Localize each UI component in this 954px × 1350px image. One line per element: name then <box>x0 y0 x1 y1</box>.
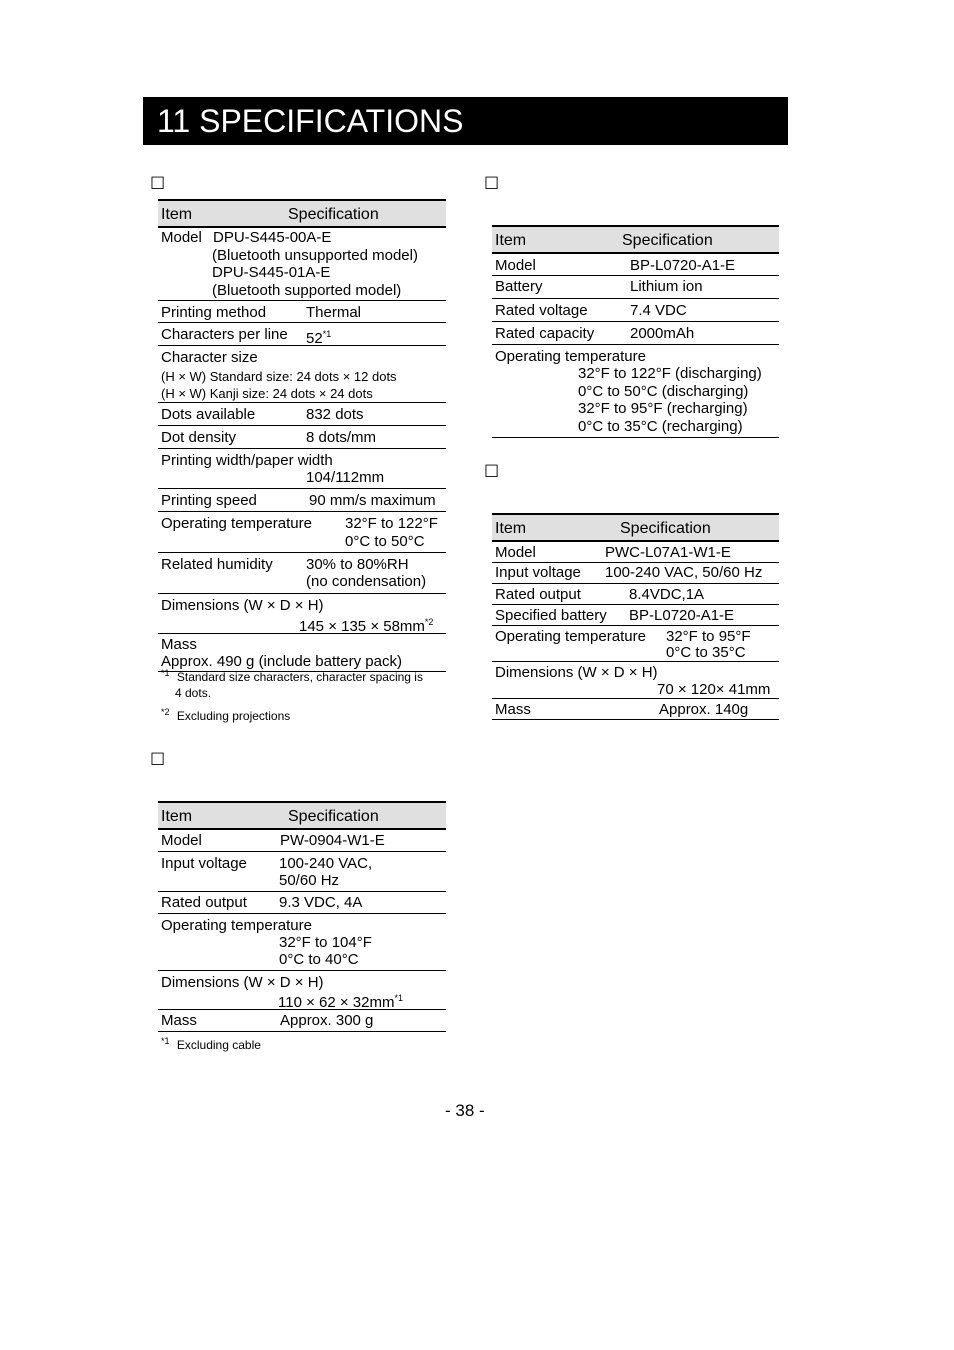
table-row <box>158 852 446 892</box>
row-label: Mass <box>161 636 197 653</box>
row-label: Character size <box>161 349 258 366</box>
header-item: Item <box>161 206 193 223</box>
row-value: PWC-L07A1-W1-E <box>605 544 731 561</box>
table-row <box>492 563 779 584</box>
table-row <box>492 699 779 720</box>
row-value: (H × W) Standard size: 24 dots × 12 dots <box>161 369 397 384</box>
table-row <box>492 626 779 662</box>
row-label: Input voltage <box>161 855 247 872</box>
row-value: BP-L0720-A1-E <box>630 257 736 274</box>
row-label: Dots available <box>161 406 256 423</box>
row-value: 100-240 VAC, 50/60 Hz <box>605 564 763 581</box>
row-value: 104/112mm <box>306 469 385 486</box>
footnote-1-continued: 4 dots. <box>175 686 212 700</box>
row-label: Specified battery <box>495 607 607 624</box>
dimensions-value: 110 × 62 × 32mm <box>278 994 395 1011</box>
table-row <box>158 426 446 449</box>
header-specification: Specification <box>288 206 379 223</box>
table-row <box>158 830 446 852</box>
row-label: Operating temperature <box>161 917 312 934</box>
row-value: 9.3 VDC, 4A <box>279 894 363 911</box>
table-header <box>492 225 779 254</box>
row-label: Dimensions (W × D × H) <box>161 974 324 991</box>
row-value: DPU-S445-00A-E <box>213 229 332 246</box>
row-value: 50/60 Hz <box>279 872 340 889</box>
charger-spec-table <box>492 513 779 720</box>
battery-spec-table <box>492 225 779 438</box>
row-label: Model <box>161 229 202 246</box>
printer-spec-table <box>158 199 446 672</box>
row-label: Model <box>495 257 536 274</box>
row-value: 70 × 120× 41mm <box>657 681 771 698</box>
table-row <box>492 542 779 563</box>
row-label: Related humidity <box>161 556 273 573</box>
row-value: (Bluetooth supported model) <box>212 282 402 299</box>
section-mark-adapter: ☐ <box>150 750 166 769</box>
cpl-value: 52 <box>306 330 323 347</box>
footnote-text: Standard size characters, character spacing is <box>176 670 423 684</box>
footnote-2 <box>161 703 290 726</box>
table-row <box>492 662 779 699</box>
table-row <box>158 892 446 914</box>
table-row <box>492 605 779 626</box>
row-label: Printing width/paper width <box>161 452 333 469</box>
row-value: 0°C to 35°C (recharging) <box>578 418 743 435</box>
table-row <box>158 1010 446 1032</box>
row-label: Rated voltage <box>495 302 588 319</box>
row-label: Printing speed <box>161 492 257 509</box>
table-row <box>158 346 446 403</box>
row-label: Characters per line <box>161 326 288 343</box>
row-label: Operating temperature <box>161 515 312 532</box>
section-mark-printer: ☐ <box>150 174 166 193</box>
row-value: 0°C to 40°C <box>279 951 359 968</box>
table-row <box>492 584 779 605</box>
row-value: 8.4VDC,1A <box>629 586 705 603</box>
row-value: 100-240 VAC, <box>279 855 373 872</box>
footnote-ref: *1 <box>322 329 332 339</box>
row-value: 0°C to 50°C (discharging) <box>578 383 749 400</box>
row-value: 2000mAh <box>630 325 695 342</box>
row-value: 32°F to 104°F <box>279 934 372 951</box>
header-specification: Specification <box>620 520 711 537</box>
table-row <box>492 322 779 345</box>
table-row <box>158 512 446 553</box>
table-row <box>158 403 446 426</box>
adapter-spec-table <box>158 801 446 1032</box>
row-value: (Bluetooth unsupported model) <box>212 247 418 264</box>
row-value: PW-0904-W1-E <box>280 832 385 849</box>
table-row <box>492 299 779 322</box>
table-row <box>158 914 446 971</box>
table-row <box>158 553 446 594</box>
row-value: 832 dots <box>306 406 364 423</box>
row-label: Operating temperature <box>495 628 646 645</box>
table-header <box>492 513 779 542</box>
row-label: Mass <box>161 1012 197 1029</box>
table-row <box>158 301 446 323</box>
footnote-mark: *2 <box>161 707 170 717</box>
row-value <box>278 990 403 1011</box>
title-bar <box>143 97 788 145</box>
row-value: 30% to 80%RH <box>306 556 409 573</box>
table-header <box>158 199 446 228</box>
table-header <box>158 801 446 830</box>
row-value: 32°F to 122°F <box>345 515 438 532</box>
table-row <box>158 971 446 1010</box>
row-label: Model <box>495 544 536 561</box>
row-value: BP-L0720-A1-E <box>629 607 735 624</box>
footnote-mark: *1 <box>161 668 170 678</box>
page-title: 11 SPECIFICATIONS <box>157 103 464 139</box>
table-row <box>492 254 779 276</box>
row-label: Operating temperature <box>495 348 646 365</box>
table-row <box>158 228 446 301</box>
footnote-mark: *1 <box>161 1036 170 1046</box>
row-value: Approx. 490 g (include battery pack) <box>161 653 402 670</box>
row-value: 32°F to 95°F (recharging) <box>578 400 748 417</box>
header-item: Item <box>495 520 527 537</box>
footnote-ref: *1 <box>394 993 403 1003</box>
table-row <box>492 276 779 299</box>
row-label: Dot density <box>161 429 237 446</box>
footnote-ref: *2 <box>424 617 434 627</box>
row-value <box>306 326 331 347</box>
table-row <box>158 323 446 346</box>
row-label: Rated capacity <box>495 325 595 342</box>
row-label: Dimensions (W × D × H) <box>161 597 324 614</box>
table-row <box>158 449 446 489</box>
footnote-text: Excluding projections <box>176 709 291 723</box>
row-value: 90 mm/s maximum <box>309 492 436 509</box>
row-value: 32°F to 95°F <box>666 628 751 645</box>
table-row <box>158 489 446 512</box>
row-value: (no condensation) <box>306 573 427 590</box>
header-specification: Specification <box>622 232 713 249</box>
row-label: Rated output <box>161 894 247 911</box>
section-mark-charger: ☐ <box>484 462 500 481</box>
table-row <box>492 345 779 438</box>
row-label: Printing method <box>161 304 267 321</box>
row-label: Battery <box>495 278 543 295</box>
header-item: Item <box>495 232 527 249</box>
row-label: Mass <box>495 701 531 718</box>
header-item: Item <box>161 808 193 825</box>
dimensions-value: 145 × 135 × 58mm <box>299 618 425 635</box>
row-value: 8 dots/mm <box>306 429 377 446</box>
row-value: 0°C to 35°C <box>666 644 746 661</box>
row-value: DPU-S445-01A-E <box>212 264 331 281</box>
page-number: - 38 - <box>445 1101 485 1120</box>
row-value: 7.4 VDC <box>630 302 687 319</box>
row-value: Thermal <box>306 304 362 321</box>
row-value: Lithium ion <box>630 278 703 295</box>
section-mark-battery: ☐ <box>484 174 500 193</box>
table-row <box>158 594 446 634</box>
row-value: Approx. 140g <box>659 701 749 718</box>
row-value: Approx. 300 g <box>280 1012 374 1029</box>
row-label: Rated output <box>495 586 581 603</box>
row-value: 32°F to 122°F (discharging) <box>578 365 762 382</box>
row-label: Dimensions (W × D × H) <box>495 664 658 681</box>
row-value: 0°C to 50°C <box>345 533 425 550</box>
header-specification: Specification <box>288 808 379 825</box>
row-label: Model <box>161 832 202 849</box>
footnote-text: Excluding cable <box>176 1038 261 1052</box>
row-label: Input voltage <box>495 564 581 581</box>
row-value: (H × W) Kanji size: 24 dots × 24 dots <box>161 386 373 401</box>
footnote-adapter <box>161 1032 261 1055</box>
row-value <box>299 614 433 635</box>
